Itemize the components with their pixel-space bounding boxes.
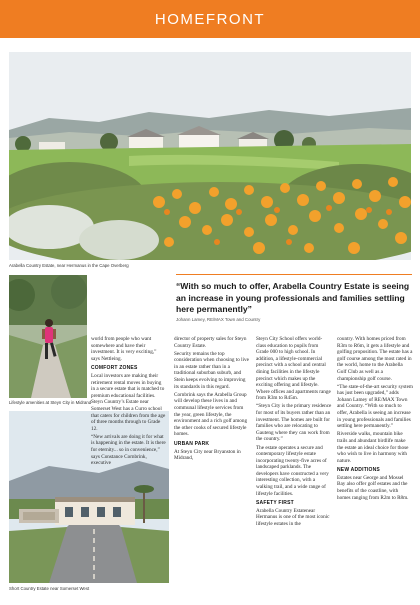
hero-photo [9, 52, 411, 260]
jogger-caption: Lifestyle amenities at Steyn City in Midrand [9, 400, 92, 405]
subheading-comfort-zones: COMFORT ZONES [91, 365, 138, 372]
paragraph: Arabella Country Estatenear Hermanus is one of the most iconic lifestyle estates in the [256, 507, 330, 528]
paragraph: Security remains the top consideration when choosing to live in an estate rather than in a traditional suburban suburb, and Stein keeps evolving to improving its standards in this regard. [174, 350, 249, 390]
paragraph: world from people who want somewhere and have their investment. It is very exciting,” says Nettleing. [91, 336, 157, 362]
article-column-4 [337, 336, 413, 503]
paragraph: Steyn City School offers world-class education to pupils from Grade 000 to high school. In addition, a lifestyle-commercial precinct with a school and central dining facilities in the lifestyle precinct which makes up the exciting offering and lifestyle. Where offices and apartments range from R3m to R45m. [256, 336, 331, 402]
article-column-3 [256, 336, 332, 529]
quote-divider [176, 274, 412, 275]
hero-caption: Arabella Country Estate, near Hermanus in the Cape Overberg [9, 263, 129, 268]
subheading-safety-first: SAFETY FIRST [256, 500, 294, 507]
estate-entrance-caption: Short Country Estate near Somerset West [9, 586, 90, 591]
paragraph: At Steyn City near Bryanston in Midrand, [174, 448, 241, 462]
paragraph: Riverside walks, mountain bike trails and abundant birdlife make the estate an ideal choice for those who wish to live in harmony with nature. [337, 431, 409, 464]
pull-quote: “With so much to offer, Arabella Country Estate is seeing an increase in young professionals and families settling here permanently” [176, 281, 410, 315]
paragraph: Cornbrink says the Arabella Group will develop these lives in and communal lifestyle services from the year, green lifestyle, the environment and a rich golf among the other cooks of secured lifestyle homes. [174, 391, 248, 438]
subheading-new-additions: NEW ADDITIONS [337, 467, 380, 474]
article-column-2 [174, 336, 250, 463]
article-column-1 [91, 336, 166, 468]
paragraph: “Steyn City is the primary residence for most of its buyers rather than an investment. The homes are built for families who are relocating to Gauteng where they can work from the country.” [256, 403, 332, 443]
paragraph: “New arrivals are doing it for what is happening in the estate. It is there for eternity... so in convenience,” says Constance Cornbrink, executive [91, 433, 166, 467]
paragraph: The estate operates a secure and contemporary lifestyle estate incorporating twenty-five acres of landscaped parklands. The developers have constructed a very interesting collection, with a walking trail, and a wide range of lifestyle facilities. [256, 444, 329, 497]
paragraph: “The state-of-the-art security system has just been upgraded,” adds Johann Lamey of RE/MAX Town and Country. “With so much to offer, Arabella is seeing an increase in young professionals and families settling here permanently.” [337, 383, 413, 430]
section-header [0, 0, 420, 38]
paragraph: director of property sales for Steyn Country Estate. [174, 336, 247, 349]
paragraph: Estates near George and Mossel Bay also offer golf estates and the benefits of the coastline, with homes ranging from R2m to R8m. [337, 474, 409, 501]
paragraph: country. With homes priced from R3m to R6m, it gets a lifestyle and golfing proposition. The estate has a golf course among the most rated in the world, home to the Arabella Golf Club as well as a championship golf course. [337, 336, 413, 382]
section-title: HOMEFRONT [154, 11, 266, 28]
paragraph: Local investors are making their retirement rental moves in buying in a secure estate that is matched to premium educational facilities. Steyn Country’s Estate near Somerset West has a Curro school that caters for children from the age of three months through to Grade 12. [91, 372, 166, 432]
subheading-urban-park: URBAN PARK [174, 440, 210, 447]
quote-attribution: Johann Lamey, RE/MAX Town and Country [176, 317, 261, 322]
jogger-photo [9, 275, 87, 398]
